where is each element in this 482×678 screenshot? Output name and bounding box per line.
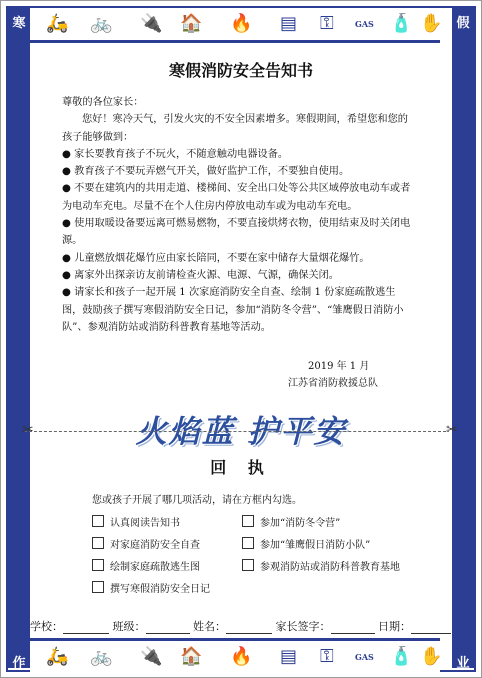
house-icon: 🏠 <box>180 646 203 667</box>
school-field[interactable] <box>63 621 109 634</box>
receipt-question: 您或孩子开展了哪几项活动，请在方框内勾选。 <box>92 495 302 506</box>
checkbox[interactable] <box>242 559 254 571</box>
school-label: 学校： <box>30 620 63 633</box>
checkbox[interactable] <box>242 537 254 549</box>
bullet-item: ● 使用取暖设备要远离可燃易燃物，不要直接烘烤衣物，使用结束及时关闭电源。 <box>62 218 411 247</box>
stove-icon: 🔥 <box>230 13 253 34</box>
side-char-bottom-left: 作 <box>12 656 26 671</box>
bullet-item: ● 不要在建筑内的共用走道、楼梯间、安全出口处等公共区域停放电动车或者为电动车充电。尽量不在个人住房内停放电动车或为电动车充电。 <box>62 183 411 212</box>
hand-icon: ✋ <box>420 13 443 34</box>
checkbox[interactable] <box>92 515 104 527</box>
bottle-icon: 🧴 <box>390 13 413 34</box>
checkbox[interactable] <box>92 581 104 593</box>
side-char-top-right: 假 <box>456 16 470 31</box>
bullet-item: ● 家长要教育孩子不玩火，不随意触动电器设备。 <box>62 148 289 160</box>
option-label: 对家庭消防安全自查 <box>110 540 200 551</box>
bullet-item: ● 儿童燃放烟花爆竹应由家长陪同，不要在家中储存大量烟花爆竹。 <box>62 252 370 264</box>
bullet-item: ● 教育孩子不要玩弄燃气开关，做好监护工作，不要独自使用。 <box>62 166 350 178</box>
slogan-banner <box>0 406 482 451</box>
issuing-organization: 江苏省消防救援总队 <box>288 378 378 389</box>
checkbox[interactable] <box>92 559 104 571</box>
bicycle-icon: 🚲 <box>90 13 113 34</box>
house-icon: 🏠 <box>180 13 203 34</box>
bicycle-icon: 🚲 <box>90 646 113 667</box>
date-field[interactable] <box>411 621 451 634</box>
notice-date: 2019 年 1 月 <box>308 361 370 372</box>
side-char-bottom-right: 业 <box>456 656 470 671</box>
name-label: 姓名： <box>193 620 226 633</box>
checkbox-option[interactable] <box>242 537 370 553</box>
document-title: 寒假消防安全告知书 <box>168 61 313 80</box>
hand-icon: ✋ <box>420 646 443 667</box>
receipt-title: 回 执 <box>210 458 272 477</box>
option-label: 撰写寒假消防安全日记 <box>110 584 210 595</box>
gas-tank-icon: GAS <box>355 652 374 662</box>
notice-body <box>62 94 414 336</box>
scooter-icon: 🛵 <box>46 646 69 667</box>
name-field[interactable] <box>226 621 272 634</box>
bottle-icon: 🧴 <box>390 646 413 667</box>
checkbox-option[interactable] <box>242 515 340 531</box>
option-label: 参观消防站或消防科普教育基地 <box>260 562 400 573</box>
right-side-bar <box>452 8 474 671</box>
cut-line <box>24 431 446 432</box>
scissors-icon: ✂ <box>22 422 34 438</box>
signature-field[interactable] <box>331 621 375 634</box>
checkbox-option[interactable] <box>92 515 180 531</box>
option-label: 参加“雏鹰假日消防小队” <box>260 540 371 551</box>
plug-icon: 🔌 <box>140 13 163 34</box>
left-side-bar <box>8 8 30 671</box>
lock-icon: ⚿ <box>320 13 334 34</box>
checkbox-option[interactable] <box>92 559 200 575</box>
plug-icon: 🔌 <box>140 646 163 667</box>
intro-paragraph: 您好！寒冷天气，引发火灾的不安全因素增多。寒假期间，希望您和您的孩子能够做到： <box>62 114 408 143</box>
gas-tank-icon: GAS <box>355 19 374 29</box>
date-label: 日期： <box>378 620 411 633</box>
slogan-text: 火焰蓝 护平安 <box>135 414 347 450</box>
scooter-icon: 🛵 <box>46 13 69 34</box>
checkbox[interactable] <box>242 515 254 527</box>
option-label: 参加“消防冬令营” <box>260 518 341 529</box>
receipt-footer <box>30 618 460 634</box>
option-label: 绘制家庭疏散逃生图 <box>110 562 200 573</box>
signature-label: 家长签字： <box>275 620 331 633</box>
greeting: 尊敬的各位家长： <box>62 97 144 108</box>
side-char-top-left: 寒 <box>12 16 26 31</box>
bottom-decor-band <box>30 638 443 673</box>
stove-icon: 🔥 <box>230 646 253 667</box>
checkbox[interactable] <box>92 537 104 549</box>
checkbox-option[interactable] <box>242 559 400 575</box>
lock-icon: ⚿ <box>320 646 334 667</box>
class-field[interactable] <box>146 621 190 634</box>
checkbox-option[interactable] <box>92 581 210 597</box>
bullet-item: ● 离家外出探亲访友前请检查火源、电源、气源，确保关闭。 <box>62 269 339 281</box>
top-decor-band <box>30 8 443 43</box>
scissors-icon: ✂ <box>446 422 458 438</box>
class-label: 班级： <box>112 620 146 633</box>
option-label: 认真阅读告知书 <box>110 518 180 529</box>
bullet-item: ● 请家长和孩子一起开展 1 次家庭消防安全自查、绘制 1 份家庭疏散逃生图，鼓励孩子撰写寒假消防安全日记，参加“消防冬令营”、“雏鹰假日消防小队”、参观消防站或消防科普教育基地等活动。 <box>62 287 404 333</box>
heater-icon: ▤ <box>280 13 298 34</box>
heater-icon: ▤ <box>280 646 298 667</box>
checkbox-option[interactable] <box>92 537 200 553</box>
